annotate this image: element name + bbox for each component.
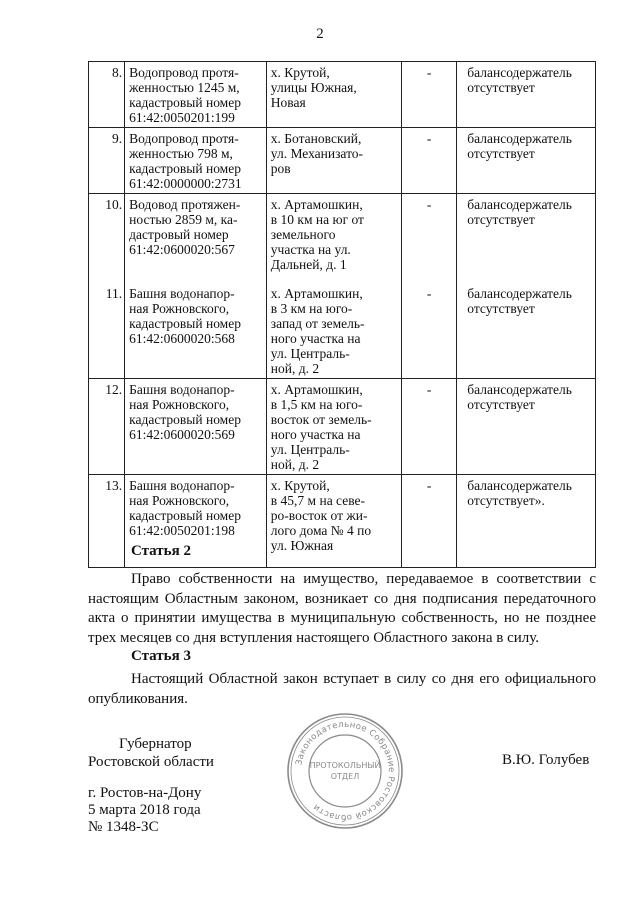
object-location-line: улицы Южная,: [270, 80, 357, 95]
object-description-line: дастровый номер: [129, 227, 229, 242]
object-location-line: ро-восток от жи-: [270, 508, 368, 523]
object-location-line: ной, д. 2: [270, 361, 320, 376]
balance-holder-note: [457, 62, 596, 128]
object-location: [266, 194, 401, 275]
law-date: 5 марта 2018 года: [88, 802, 201, 818]
object-location-line: земельного: [270, 227, 336, 242]
place-city: г. Ростов-на-Дону: [88, 785, 202, 801]
balance-holder-note-line: балансодержатель: [467, 478, 572, 493]
object-description-line: 61:42:0000000:2731: [129, 176, 242, 191]
object-location-line: ул. Централь-: [270, 442, 350, 457]
table-row: [89, 62, 596, 128]
table-row: [89, 274, 596, 379]
balance-holder-note: [457, 379, 596, 475]
object-description-line: ная Рожновского,: [129, 301, 230, 316]
table-row: [89, 194, 596, 275]
seal-ring-text: Законодательное Собрание Ростовской области: [294, 719, 397, 823]
object-location-line: в 1,5 км на юго-: [270, 397, 363, 412]
object-description-line: кадастровый номер: [129, 412, 241, 427]
object-location: [266, 62, 401, 128]
empty-value-dash: -: [402, 475, 457, 568]
object-location-line: в 3 км на юго-: [270, 301, 353, 316]
balance-holder-note-line: балансодержатель: [467, 286, 572, 301]
object-description: [125, 62, 267, 128]
object-location-line: ул. Механизато-: [270, 146, 364, 161]
object-description-line: Водовод протяжен-: [129, 197, 241, 212]
article-3-heading: Статья 3: [131, 648, 191, 664]
balance-holder-note-line: балансодержатель: [467, 65, 572, 80]
object-location: [266, 274, 401, 379]
object-description-line: Водопровод протя-: [129, 131, 239, 146]
object-location-line: ров: [270, 161, 291, 176]
row-number: 10.: [89, 194, 125, 275]
object-description-line: кадастровый номер: [129, 508, 241, 523]
object-location-line: ного участка на: [270, 427, 361, 442]
object-description-line: 61:42:0600020:569: [129, 427, 235, 442]
empty-value-dash: -: [402, 62, 457, 128]
object-location-line: восток от земель-: [270, 412, 372, 427]
empty-value-dash: -: [402, 128, 457, 194]
object-description-line: Башня водонапор-: [129, 382, 235, 397]
balance-holder-note-line: отсутствует».: [467, 493, 545, 508]
object-location-line: участка на ул.: [270, 242, 351, 257]
object-description-line: 61:42:0050201:199: [129, 110, 235, 125]
row-number: 12.: [89, 379, 125, 475]
object-location-line: ного участка на: [270, 331, 361, 346]
object-location-line: х. Крутой,: [270, 65, 330, 80]
object-description-line: Водопровод протя-: [129, 65, 239, 80]
object-description: [125, 274, 267, 379]
object-location-line: в 45,7 м на севе-: [270, 493, 365, 508]
object-description-line: 61:42:0600020:568: [129, 331, 235, 346]
object-location-line: в 10 км на юг от: [270, 212, 364, 227]
signatory-name: В.Ю. Голубев: [502, 752, 590, 768]
object-location-line: х. Крутой,: [270, 478, 330, 493]
object-description-line: ностью 2859 м, ка-: [129, 212, 238, 227]
object-location: [266, 128, 401, 194]
object-description: [125, 194, 267, 275]
article-2-text: Право собственности на имущество, передаваемое в соответствии с настоящим Областным законом, возникает со дня подписания передаточного акта о принятии имущества в муниципальную собственность, но не позднее трех месяцев со дня вступления настоящего Областного закона в силу.: [88, 571, 596, 646]
object-location: [266, 475, 401, 568]
balance-holder-note: [457, 128, 596, 194]
object-description-line: женностью 1245 м,: [129, 80, 240, 95]
official-seal-stamp: [286, 712, 404, 830]
object-description-line: Башня водонапор-: [129, 286, 235, 301]
object-description-line: ная Рожновского,: [129, 397, 230, 412]
balance-holder-note-line: балансодержатель: [467, 382, 572, 397]
law-number: № 1348-ЗС: [88, 819, 159, 835]
object-description-line: кадастровый номер: [129, 316, 241, 331]
seal-center-line1: ПРОТОКОЛЬНЫЙ: [309, 761, 381, 770]
object-location-line: Новая: [270, 95, 306, 110]
object-location-line: ной, д. 2: [270, 457, 320, 472]
object-description-line: ная Рожновского,: [129, 493, 230, 508]
object-description-line: кадастровый номер: [129, 95, 241, 110]
table-row: [89, 379, 596, 475]
row-number: 11.: [89, 274, 125, 379]
object-description-line: 61:42:0050201:198: [129, 523, 235, 538]
balance-holder-note: [457, 475, 596, 568]
balance-holder-note-line: отсутствует: [467, 80, 535, 95]
balance-holder-note-line: балансодержатель: [467, 131, 572, 146]
object-description-line: женностью 798 м,: [129, 146, 233, 161]
balance-holder-note-line: отсутствует: [467, 301, 535, 316]
object-location-line: х. Ботановский,: [270, 131, 362, 146]
balance-holder-note: [457, 194, 596, 275]
object-location-line: ул. Централь-: [270, 346, 350, 361]
object-location-line: х. Артамошкин,: [270, 197, 363, 212]
balance-holder-note: [457, 274, 596, 379]
empty-value-dash: -: [402, 274, 457, 379]
place-date-number: [88, 785, 201, 836]
balance-holder-note-line: отсутствует: [467, 212, 535, 227]
row-number: 8.: [89, 62, 125, 128]
object-location-line: х. Артамошкин,: [270, 382, 363, 397]
article-3-text: Настоящий Областной закон вступает в силу со дня его официального опубликования.: [88, 671, 596, 707]
object-description: [125, 128, 267, 194]
signatory-title: [88, 735, 214, 771]
property-table: [88, 61, 596, 568]
signatory-title-line2: Ростовской области: [88, 754, 214, 770]
object-description-line: кадастровый номер: [129, 161, 241, 176]
empty-value-dash: -: [402, 194, 457, 275]
balance-holder-note-line: отсутствует: [467, 397, 535, 412]
object-description: [125, 379, 267, 475]
object-description-line: Башня водонапор-: [129, 478, 235, 493]
row-number: 9.: [89, 128, 125, 194]
row-number: 13.: [89, 475, 125, 568]
balance-holder-note-line: балансодержатель: [467, 197, 572, 212]
object-location: [266, 379, 401, 475]
object-location-line: х. Артамошкин,: [270, 286, 363, 301]
empty-value-dash: -: [402, 379, 457, 475]
article-2-heading: Статья 2: [131, 543, 191, 559]
balance-holder-note-line: отсутствует: [467, 146, 535, 161]
object-location-line: ул. Южная: [270, 538, 334, 553]
table-row: [89, 128, 596, 194]
object-location-line: лого дома № 4 по: [270, 523, 372, 538]
signatory-title-line1: Губернатор: [119, 736, 192, 752]
object-description-line: 61:42:0600020:567: [129, 242, 235, 257]
object-location-line: Дальней, д. 1: [270, 257, 347, 272]
seal-center-line2: ОТДЕЛ: [330, 772, 360, 781]
page-number: 2: [316, 26, 324, 42]
object-location-line: запад от земель-: [270, 316, 365, 331]
